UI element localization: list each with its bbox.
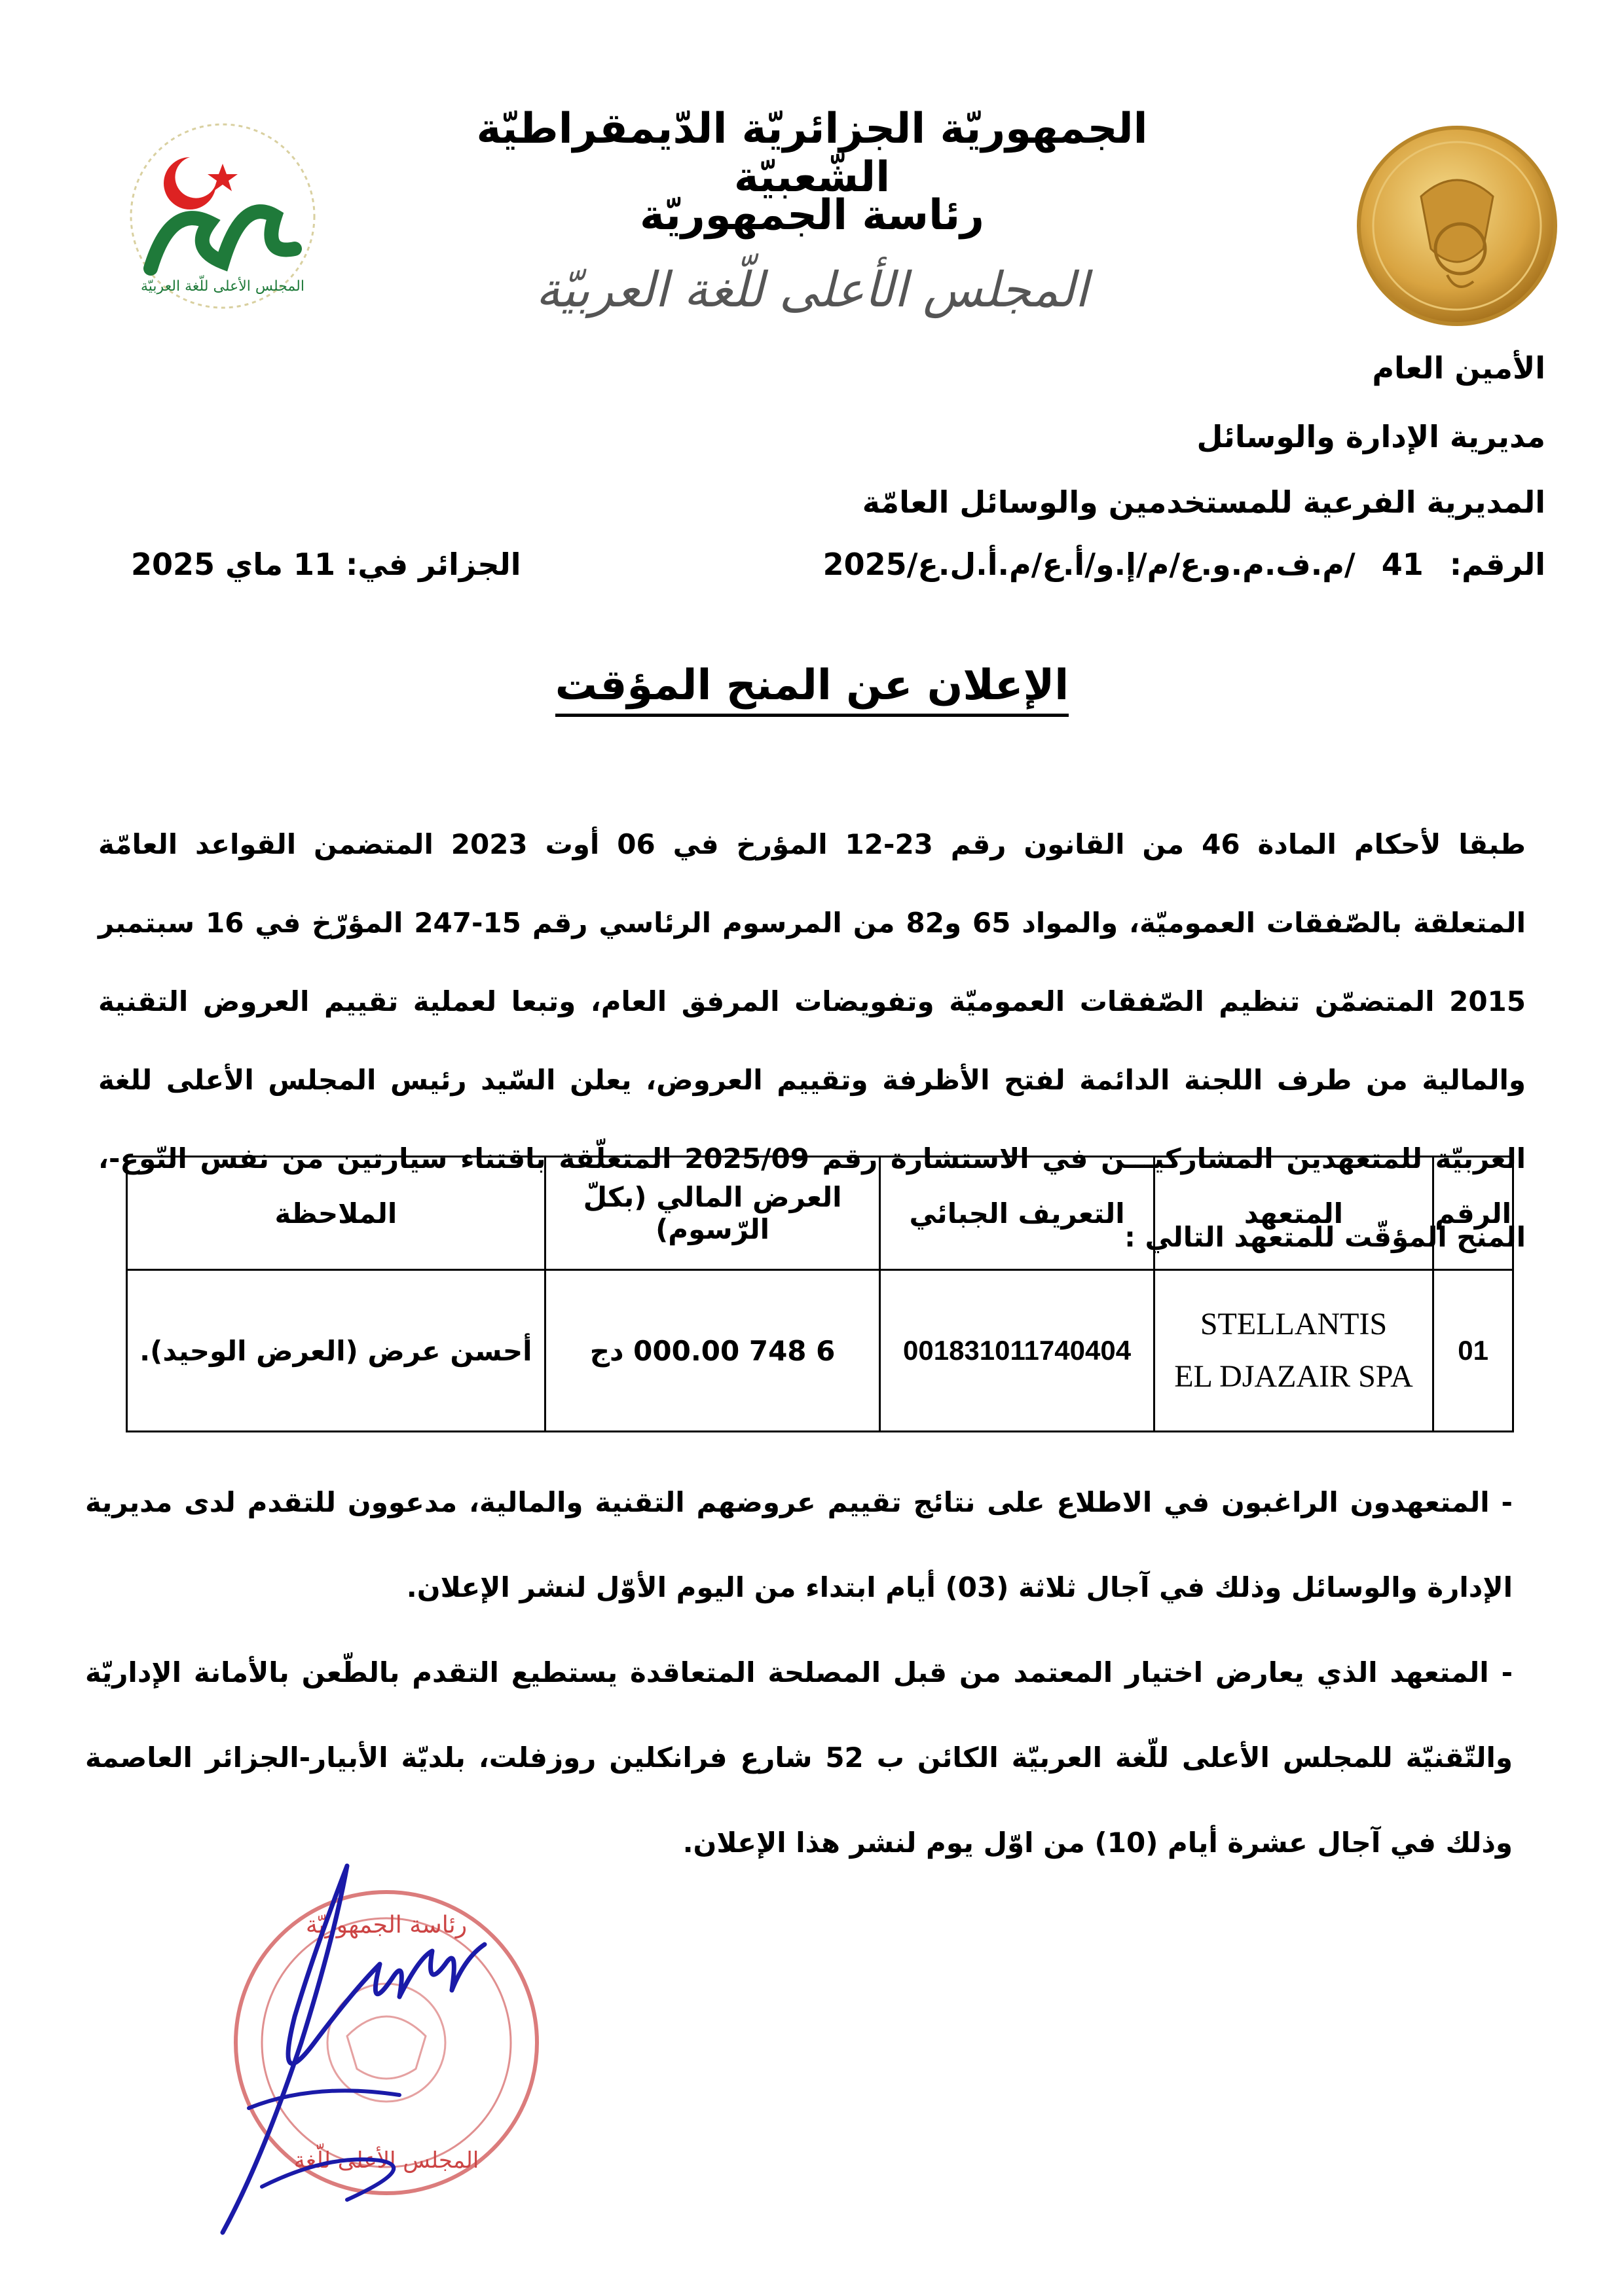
- bidder-name-line1: STELLANTIS: [1200, 1307, 1388, 1341]
- issue-date: الجزائر في: 11 ماي 2025: [131, 547, 521, 582]
- reference-number: 41: [1381, 547, 1424, 582]
- cell-remark: أحسن عرض (العرض الوحيد).: [127, 1270, 545, 1432]
- cell-offer-amount: 6 748 000.00 دج: [545, 1270, 880, 1432]
- cell-tax-id: 001831011740404: [880, 1270, 1154, 1432]
- table-header-row: [127, 1157, 1513, 1270]
- national-emblem-icon: [1349, 118, 1565, 334]
- column-header-number: الرقم: [1433, 1157, 1513, 1270]
- council-logo: [111, 118, 334, 340]
- sender-directorate: مديرية الإدارة والوسائل: [1196, 419, 1545, 454]
- column-header-remark: الملاحظة: [127, 1157, 545, 1270]
- announcement-body: طبقا لأحكام المادة 46 من القانون رقم 23-12 المؤرخ في 06 أوت 2023 المتضمن القواعد العامّة المتعلقة بالصّفقات العموميّة، والمواد 65 و82 من المرسوم الرئاسي رقم 15-247 المؤرّخ في 16 سبتمبر 2015 المتضمّن تنظيم الصّفقات العموميّة وتفويضات المرفق العام، وتبعا لعملية تقييم العروض التقنية والمالية من طرف اللجنة الدائمة لفتح الأظرفة وتقييم العروض، يعلن السّيد رئيس المجلس الأعلى للغة العربيّة للمتعهدين المشاركيـــن في الاستشارة رقم 2025/09 المتعلّقة باقتناء سيارتين من نفس النّوع-، المنح المؤقّت للمتعهد التالي :: [98, 828, 1526, 1253]
- document-title-text: الإعلان عن المنح المؤقت: [555, 661, 1069, 717]
- column-header-offer: العرض المالي (بكلّ الرّسوم): [545, 1157, 880, 1270]
- logo-caption: المجلس الأعلى للّغة العربيّة: [141, 278, 304, 295]
- reference-label: الرقم:: [1449, 547, 1545, 582]
- signature: [183, 1846, 550, 2252]
- note-appeal: - المتعهد الذي يعارض اختيار المعتمد من قبل المصلحة المتعاقدة يستطيع التقدم بالطّعن بالأمانة الإداريّة والتّقنيّة للمجلس الأعلى للّغة العربيّة الكائن ب 52 شارع فرانكلين روزفلت، بلديّة الأبيار-الجزائر العاصمة وذلك في آجال عشرة أيام (10) من اوّل يوم لنشر هذا الإعلان.: [85, 1656, 1513, 1859]
- bid-results-table: [126, 1156, 1514, 1432]
- signature-icon: [183, 1846, 550, 2252]
- table-row: [127, 1270, 1513, 1432]
- column-header-tax-id: التعريف الجبائي: [880, 1157, 1154, 1270]
- cell-bidder: [1154, 1270, 1433, 1432]
- council-logo-icon: [111, 118, 334, 340]
- reference-row: [629, 547, 1545, 582]
- presidency-name: رئاسة الجمهوريّة: [640, 191, 984, 240]
- sender-secretary-general: الأمين العام: [1372, 350, 1545, 386]
- cell-number: 01: [1433, 1270, 1513, 1432]
- document-title: [485, 661, 1139, 710]
- stamp-bottom-text: المجلس الأعلى للّغة: [293, 2147, 479, 2174]
- note-consultation: - المتعهدون الراغبون في الاطلاع على نتائج تقييم عروضهم التقنية والمالية، مدعوون للتقدم لدى مديرية الإدارة والوسائل وذلك في آجال ثلاثة (03) أيام ابتداء من اليوم الأوّل لنشر الإعلان.: [85, 1486, 1513, 1603]
- sender-subdirectorate: المديرية الفرعية للمستخدمين والوسائل العامّة: [862, 484, 1545, 520]
- council-calligraphy: المجلس الأعلى للّغة العربيّة: [536, 262, 1088, 318]
- republic-name: الجمهوريّة الجزائريّة الدّيمقراطيّة الشّعبيّة: [476, 105, 1148, 202]
- bidder-name-line2: EL DJAZAIR SPA: [1174, 1359, 1413, 1394]
- reference-code: /م.ف.م.و.ع/م/إ.و/أ.ع/م.أ.ل.ع/2025: [822, 547, 1356, 582]
- stamp-top-text: رئاسة الجمهوريّة: [305, 1912, 468, 1939]
- national-emblem: [1349, 118, 1565, 334]
- column-header-bidder: المتعهد: [1154, 1157, 1433, 1270]
